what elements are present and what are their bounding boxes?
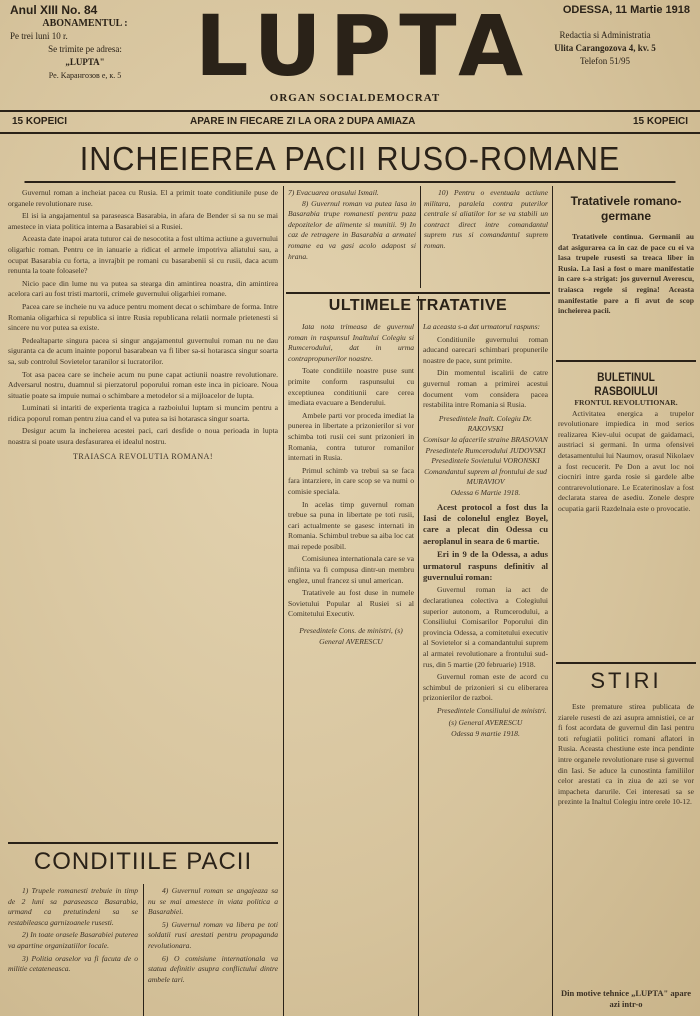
- phone-number: Telefon 51/95: [579, 56, 631, 66]
- paragraph: Tratativele au fost duse in numele Sovietului Popular al Rusiei si al Comitetului Executiv.: [288, 588, 414, 619]
- divider: [286, 292, 550, 294]
- paragraph: Guvernul roman a incheiat pacea cu Rusia. El a primit toate conditiunile puse de organele revolutionare ruse.: [8, 188, 278, 208]
- condition-item: 5) Guvernul roman va libera pe toti soldatii rusi arestati pentru propaganda revolutionara.: [148, 919, 278, 950]
- paragraph: El isi ia angajamentul sa paraseasca Basarabia, in afara de Bender si sa nu se mai amestece in viata politica interna a Basarabiei si a Rusiei.: [8, 211, 278, 231]
- ultimele-article-left: [288, 322, 414, 1012]
- buletinul-heading: BULETINUL RASBOIULUI: [594, 370, 658, 398]
- signers: Presedintele Inalt. Colegiu Dr. RAKOVSKI Comisar la afacerile straine BRASOVAN Presedintele Rumcerodului JUDOVSKI Presedintele Sovietului VORONSKI Comandantul suprem al frontului de sud MURAVIOV Odessa 6 Martie 1918.: [423, 413, 548, 497]
- bold-notice: Eri in 9 de la Odessa, a adus urmatorul raspuns definitiv al guvernului roman:: [423, 549, 548, 582]
- column-rule: [418, 296, 419, 1016]
- paragraph: Comisiunea internationala care se va infiinta va fi compusa dintr-un membru englez, unul francez si unul american.: [288, 554, 414, 585]
- issue-number: Anul XIII No. 84: [10, 3, 98, 17]
- condition-item: 6) O comisiune internationala va statua definitiv asupra conflictului dintre ambele tari.: [148, 953, 278, 984]
- bold-notice: Acest protocol a fost dus la Iasi de colonelul englez Boyel, care a plecat din Odessa cu aeroplanul in seara de 6 martie.: [423, 501, 548, 546]
- issue-date: ODESSA, 11 Martie 1918: [562, 4, 690, 16]
- price-strip: [0, 110, 700, 134]
- masthead-right: [520, 4, 690, 68]
- paragraph: Primul schimb va trebui sa se faca fara intarziere, in care scop se va numi o comisie speciala.: [288, 465, 414, 496]
- ultimele-heading: ULTIMELE TRATATIVE: [328, 297, 508, 314]
- column-rule: [552, 186, 553, 1016]
- price-right: 15 KOPEICI: [632, 116, 688, 127]
- term-item: 10) Pentru o eventuala actiune militara, paralela contra puterilor centrale si aliatilor lor se va stabili un contract direct intre comandantul suprem rus si comandantul suprem roman.: [424, 188, 548, 250]
- paragraph: Ambele parti vor proceda imediat la punerea in libertate a prizonierilor si vor schimba toti rusii cei sunt prizonieri in Romania, contra tuturor romanilor internati in Rusia.: [288, 410, 414, 463]
- conditions-heading: CONDITIILE PACII: [33, 848, 253, 875]
- stiri-article: [558, 702, 694, 982]
- term-item: 7) Evacuarea orasului Ismail.: [288, 188, 379, 197]
- publication-schedule: APARE IN FIECARE ZI LA ORA 2 DUPA AMIAZA: [190, 116, 416, 127]
- paragraph: Nicio pace din lume nu va putea sa stearga din amintirea noastra, din amintirea acelora cari au fost tristi martorii, crimele guvernului oligarhiei romane.: [8, 278, 278, 299]
- paragraph: Aceasta date inapoi arata tuturor cai de nesocotita a fost ultima actiune a guvernului oligarhic roman. Pentru ce in ianuarie a ridicat el armele impotriva aliatului sau, a ocupat Basarabia cu forta, a invrajbit pe romani cu basarabenii si cu rusii, daca acum renunta la toate foloasele?: [8, 234, 278, 276]
- conditions-list-right: [148, 886, 278, 1016]
- main-headline: INCHEIEREA PACII RUSO-ROMANE: [25, 137, 676, 183]
- street-address: Ulita Carangozova 4, kv. 5: [554, 43, 656, 53]
- condition-item: 4) Guvernul roman se angajeaza sa nu se mai amestece in viata politica a Basarabiei.: [148, 886, 278, 917]
- paragraph: Din momentul iscalirii de catre guvernul roman a primirei acestui document vom considera pacea restabilita intre Romania si Rusia.: [423, 368, 548, 410]
- paragraph: Activitatea energica a trupelor revolutionare impiedica in mod serios realizarea Kiev-ului ocupat de gaidamaci, austriaci si germani. In urma ofensivei detasamentului lui Naumov, orasul Nikolaev a fost recucerit. Pe Don a avut loc noi ciocniri intre garda rosie si gardele albe contrarevolutionare. Le Ecaterinoslav a fost declarata starea de asediu. Zonele despre ocupatia garii Razdelnaia este o provocatie.: [558, 408, 694, 513]
- address-note: Se trimite pe adresa:: [48, 44, 122, 54]
- newspaper-subtitle: ORGAN SOCIALDEMOCRAT: [269, 92, 441, 104]
- condition-item: 3) Politia oraselor va fi facuta de o militie cetateneasca.: [8, 953, 138, 974]
- conditions-list-left: [8, 886, 138, 1016]
- ultimele-article-right: [423, 322, 548, 1012]
- condition-item: 1) Trupele romanesti trebuie in timp de 2 luni sa paraseasca Basarabia, urmand ca pretutindeni sa se restabileasca garnizoanele rusesti.: [8, 886, 138, 927]
- frontul-subheading: FRONTUL REVOLUTIONAR.: [574, 398, 678, 407]
- final-notice: Din motive tehnice „LUPTA" apare azi intr-o: [560, 988, 691, 1009]
- left-column-article: [8, 188, 278, 838]
- signature: (s) General AVERESCU Odessa 9 martie 1918.: [448, 718, 523, 739]
- column-rule: [420, 186, 421, 288]
- newspaper-title: LUPTA: [195, 0, 532, 95]
- abonament-price: Pe trei luni 10 r.: [10, 31, 68, 41]
- paragraph: Conditiunile guvernului roman aducand oarecari schimbari propunerile noastre de pace, sunt primite.: [423, 334, 548, 365]
- stiri-heading: STIRI: [590, 668, 662, 693]
- divider: [556, 360, 696, 362]
- term-item: 8) Guvernul roman va putea lasa in Basarabia trupe romanesti pentru paza depozitelor de alimente si munitii. 9) In caz de retragere in Basarabia a armatei romane ea va gasi acolo adapost si hrana.: [288, 198, 416, 261]
- address-street: Pe. Kapaнгозов е, к. 5: [48, 71, 122, 80]
- paragraph: Este premature stirea publicata de ziarele rusesti de azi asupra amnistiei, ce ar fi fost acordata de guvernul din Iasi pentru toti refugiatii politici romani aflatori in Rusia. Aceasta chestiune este inca pendinte intre organele revolutionare ruse si guvernul din Iasi. Se aduce la cunostinta familiilor celor arestati ca in ziua de azi se vor impacheta darurile. Cei interesati sa se prezinte la Inaltul Colegiu intre orele 10-12.: [558, 702, 694, 807]
- paragraph: In acelas timp guvernul roman trebue sa puna in libertate pe toti rusii, cari actualmente se gasesc internati in Romania. Schimbul trebue sa aiba loc cat mai repede posibil.: [288, 499, 414, 551]
- divider: [556, 662, 696, 664]
- paragraph: Guvernul roman este de acord cu schimbul de prizonieri si cu eliberarea prizonierilor de razboi.: [423, 672, 548, 703]
- abonament-label: ABONAMENTUL :: [42, 18, 128, 29]
- paragraph: Desigur acum la incheierea acestei paci, cari desfide o noua perioada in lupta noastra si poate usura desfasurarea ei idealul nostru.: [8, 426, 278, 447]
- condition-item: 2) In toate orasele Basarabiei puterea va apartine organizatiilor locale.: [8, 930, 138, 950]
- paragraph: Toate conditiile noastre puse sunt primite conform raspunsului cu exceptiunea conditiunii care cerea imediata evacuare a Benderului.: [288, 366, 414, 408]
- signature: Presedintele Cons. de ministri, (s) General AVERESCU: [299, 626, 403, 646]
- paragraph: Tratativele continua. Germanii au dat asigurarea ca in caz de pace cu ei va lasa trupele rusesti sa treaca liber in Rusia. La Iasi a fost o mare manifestatie in care s-a strigat: jos guvernul Averescu, traiasca regele si regina! Aceasta manifestatie pare a fi avut de scop incheierea pacii.: [558, 232, 694, 316]
- right-intro: La aceasta s-a dat urmatorul raspuns:: [423, 322, 541, 331]
- tratativele-heading: Tratativele romano-germane: [570, 194, 682, 223]
- column-rule: [283, 186, 284, 1016]
- paragraph: Pacea care se incheie nu va aduce pentru moment decat o schimbare de forma. Intre Romania oligarhica si republica si intre Rusia republicana relatii normale prietenesti si sincere nu vor putea sa existe.: [8, 301, 278, 333]
- slogan: TRAIASCA REVOLUTIA ROMANA!: [72, 451, 214, 461]
- paragraph: Presedintele Consiliului de ministri.: [437, 705, 547, 715]
- redactia-label: Redactia si Administratia: [559, 30, 651, 40]
- address-name: „LUPTA": [65, 57, 105, 67]
- paragraph: Pedealtaparte singura pacea si singur angajamentul guvernului roman nu ne dau siguranta ca de acum inainte poporul basarabean va fi liber sa-si hotarasca singur soarta sa, sub controlul Sovietelor taranilor si lucratorilor.: [8, 335, 278, 366]
- paragraph: Luminati si intariti de experienta tragica a razboiului luptam si muncim pentru a ridica poporul roman pentru ziua cand el va putea sa isi hotarasca singur soarta.: [8, 403, 278, 423]
- price-left: 15 KOPEICI: [12, 116, 68, 127]
- masthead-left: [10, 4, 160, 82]
- buletinul-article: [558, 398, 694, 656]
- tratativele-article: [558, 232, 694, 352]
- divider: [8, 842, 278, 844]
- peace-terms-cont-right: [424, 188, 548, 288]
- peace-terms-cont-left: [288, 188, 416, 288]
- paragraph: Guvernul roman ia act de declaratiunea colectiva a Colegiului superior autonom, a Rumcerodului, a Consiliului Comisarilor Poporului din provincia Odessa, a comitetului executiv al Sovietelor si a comandantului suprem al armatei revolutionare a frontului sud-rus, din 5 martie (20 februarie) 1918.: [423, 585, 548, 669]
- paragraph: Tot asa pacea care se incheie acum nu pune capat actiunii noastre revolutionare. Adversarul nostru, duamnul si pierzatorul poporului roman este inca in picioare. Noua situatie poate sa impuie numai o schimbare a metodelor si a mijloacelor de lupta.: [8, 369, 278, 400]
- column-rule: [143, 884, 144, 1016]
- intro: Iata nota trimeasa de guvernul roman in raspunsul Inaltului Colegiu si Rumcerodului, dat in urma contrapropunerilor noastre.: [288, 322, 414, 363]
